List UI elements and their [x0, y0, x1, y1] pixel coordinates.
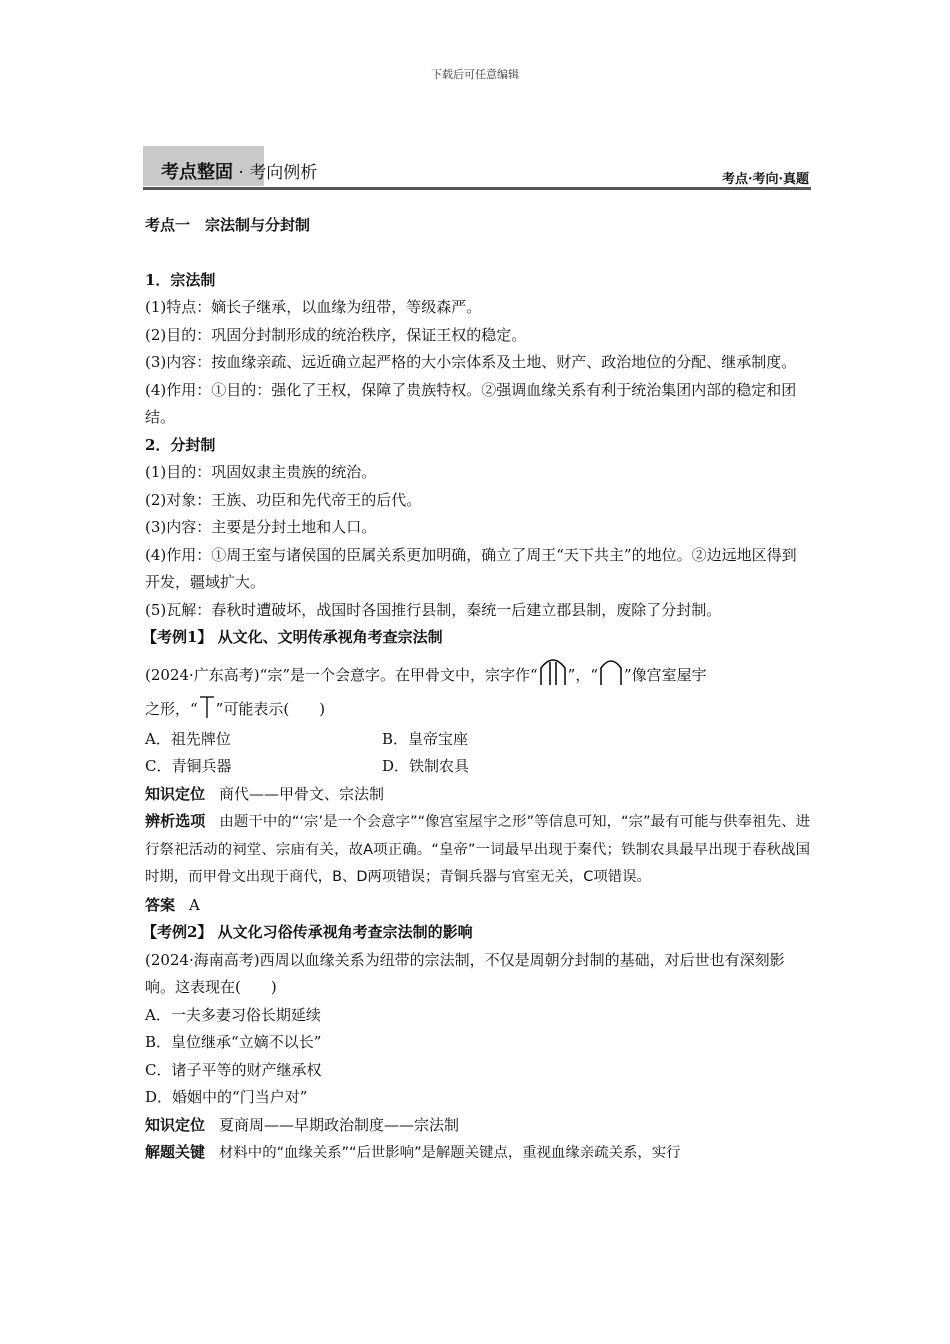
- fenfeng-item: (2)对象：王族、功臣和先代帝王的后代。: [145, 490, 422, 509]
- banner-rule: [143, 187, 811, 190]
- section-banner: [143, 146, 811, 190]
- oracle-zong-glyph-icon: [538, 656, 568, 686]
- example1-analysis: 辨析选项 由题干中的“‘宗’是一个会意字”“像宫室屋宇之形”等信息可知，“宗”最有可能与供奉祖先、进行祭祀活动的祠堂、宗庙有关，故A项正确。“皇帝”一词最早出现于秦代；铁制农具最早出现于春秋战国时期，而甲骨文出现于商代，B、D两项错误；青铜兵器与官室无关，C项错误。: [145, 812, 810, 885]
- example1-knowledge: 知识定位 商代——甲骨文、宗法制: [145, 784, 385, 803]
- zongfa-item: (1)特点：嫡长子继承，以血缘为纽带，等级森严。: [145, 298, 482, 316]
- example2-title: 【考例2】 从文化习俗传承视角考查宗法制的影响: [142, 923, 473, 941]
- example1-stem: (2024·广东高考)“宗”是一个会意字。在甲骨文中，宗字作“ ”，“ ”像宫室屋宇 之形，“ ”可能表示( ): [145, 656, 810, 726]
- example1-options-row: [145, 726, 810, 754]
- oracle-roof-glyph-icon: [598, 656, 624, 686]
- option-a[interactable]: A．一夫多妻习俗长期延续: [145, 1005, 321, 1024]
- option-d[interactable]: D．铁制农具: [382, 757, 470, 775]
- example2-key: 解题关键 材料中的“血缘关系”“后世影响”是解题关键点，重视血缘亲疏关系，实行: [145, 1143, 681, 1161]
- banner-title-rest: 考向例析: [249, 163, 318, 183]
- zongfa-heading: 1．宗法制: [145, 270, 216, 289]
- main-content: [142, 212, 810, 1168]
- example2-stem: (2024·海南高考)西周以血缘关系为纽带的宗法制，不仅是周朝分封制的基础，对后世也有深刻影响。这表现在( ): [145, 950, 785, 996]
- zongfa-item: (4)作用：①目的：强化了王权，保障了贵族特权。②强调血缘关系有利于统治集团内部的稳定和团结。: [145, 380, 797, 426]
- banner-title: [161, 158, 317, 184]
- fenfeng-item: (5)瓦解：春秋时遭破坏，战国时各国推行县制，秦统一后建立郡县制，废除了分封制。: [145, 600, 722, 619]
- fenfeng-item: (3)内容：主要是分封土地和人口。: [145, 518, 377, 536]
- banner-right-label: 考点·考向·真题: [721, 172, 809, 187]
- fenfeng-item: (1)目的：巩固奴隶主贵族的统治。: [145, 463, 377, 481]
- header-note: 下载后可任意编辑: [431, 68, 519, 81]
- example1-options-row: [145, 753, 810, 781]
- option-b[interactable]: B．皇帝宝座: [382, 729, 469, 748]
- example1-title: 【考例1】 从文化、文明传承视角考查宗法制: [142, 628, 443, 646]
- zongfa-item: (3)内容：按血缘亲疏、远近确立起严格的大小宗体系及土地、财产、政治地位的分配、继承制度。: [145, 353, 797, 371]
- fenfeng-heading: 2．分封制: [145, 435, 216, 454]
- banner-title-bold: 考点整固: [161, 162, 233, 183]
- fenfeng-item: (4)作用：①周王室与诸侯国的臣属关系更加明确，确立了周王“天下共主”的地位。②边远地区得到开发，疆域扩大。: [145, 545, 797, 591]
- oracle-altar-glyph-icon: [198, 694, 216, 720]
- option-b[interactable]: B．皇位继承“立嫡不以长”: [145, 1033, 322, 1051]
- banner-title-sep: ·: [233, 163, 250, 183]
- section-title: 考点一 宗法制与分封制: [145, 216, 311, 234]
- option-a[interactable]: A．祖先牌位: [145, 729, 231, 748]
- option-d[interactable]: D．婚姻中的“门当户对”: [145, 1088, 308, 1106]
- example2-knowledge: 知识定位 夏商周——早期政治制度——宗法制: [145, 1115, 460, 1134]
- zongfa-item: (2)目的：巩固分封制形成的统治秩序，保证王权的稳定。: [145, 325, 527, 344]
- option-c[interactable]: C．诸子平等的财产继承权: [145, 1060, 322, 1079]
- option-c[interactable]: C．青铜兵器: [145, 757, 232, 775]
- example1-answer: 答案 A: [145, 895, 200, 914]
